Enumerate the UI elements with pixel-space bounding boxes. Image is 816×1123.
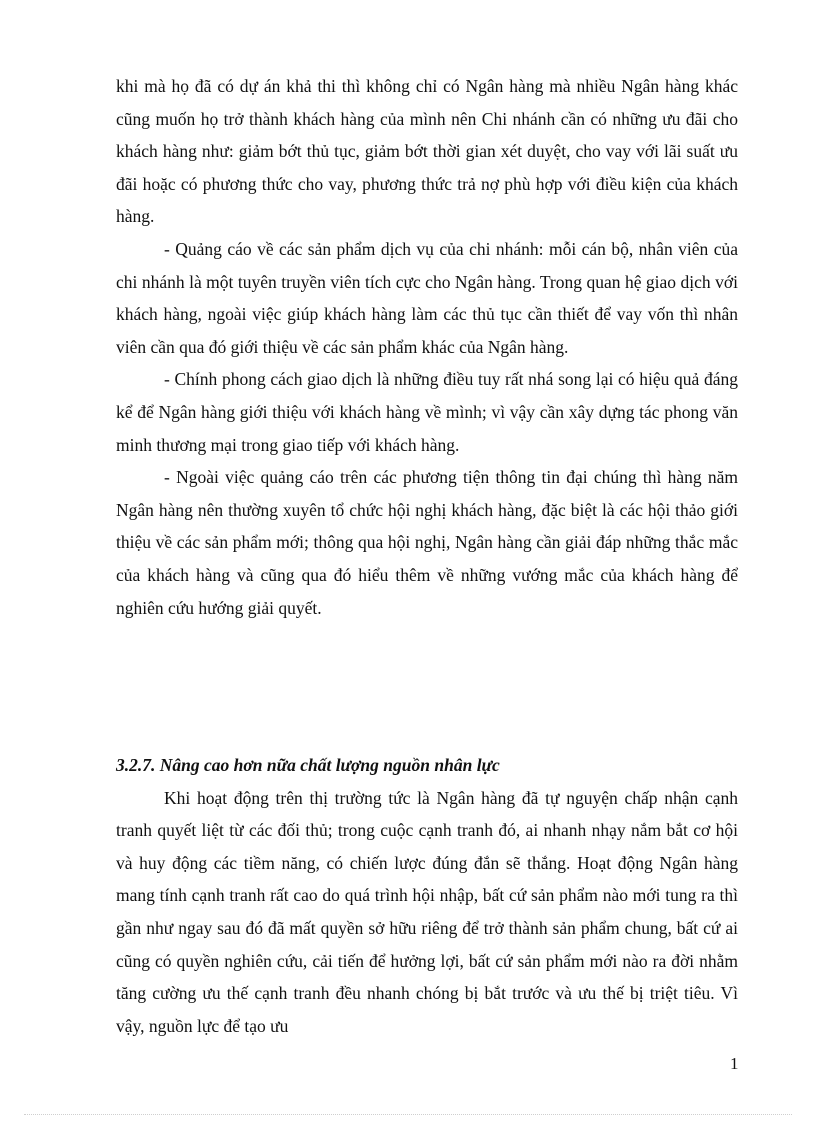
body-text-bottom <box>116 749 738 1042</box>
page-bottom-divider <box>24 1114 792 1115</box>
page-number: 1 <box>730 1054 739 1073</box>
body-text-top <box>116 70 738 624</box>
paragraph-customer-conference: - Ngoài việc quảng cáo trên các phương tiện thông tin đại chúng thì hàng năm Ngân hàng nên thường xuyên tổ chức hội nghị khách hàng, đặc biệt là các hội thảo giới thiệu về các sản phẩm mới; thông qua hội nghị, Ngân hàng cần giải đáp những thắc mắc của khách hàng và cũng qua đó hiểu thêm về những vướng mắc của khách hàng để nghiên cứu hướng giải quyết. <box>116 467 738 618</box>
paragraph-continuation: khi mà họ đã có dự án khả thi thì không chỉ có Ngân hàng mà nhiều Ngân hàng khác cũng muốn họ trở thành khách hàng của mình nên Chi nhánh cần có những ưu đãi cho khách hàng như: giảm bớt thủ tục, giảm bớt thời gian xét duyệt, cho vay với lãi suất ưu đãi hoặc có phương thức cho vay, phương thức trả nợ phù hợp với điều kiện của khách hàng. <box>116 76 738 227</box>
paragraph-transaction-style: - Chính phong cách giao dịch là những điều tuy rất nhá song lại có hiệu quả đáng kể để Ngân hàng giới thiệu với khách hàng về mình; vì vậy cần xây dựng tác phong văn minh thương mại trong giao tiếp với khách hàng. <box>116 369 738 455</box>
paragraph-human-resources: Khi hoạt động trên thị trường tức là Ngân hàng đã tự nguyện chấp nhận cạnh tranh quyết liệt từ các đối thủ; trong cuộc cạnh tranh đó, ai nhanh nhạy nắm bắt cơ hội và huy động các tiềm năng, có chiến lược đúng đắn sẽ thắng. Hoạt động Ngân hàng mang tính cạnh tranh rất cao do quá trình hội nhập, bất cứ sản phẩm nào mới tung ra thì gần như ngay sau đó đã mất quyền sở hữu riêng để trở thành sản phẩm chung, bất cứ ai cũng có quyền nghiên cứu, cải tiến để hưởng lợi, bất cứ sản phẩm mới nào ra đời nhằm tăng cường ưu thế cạnh tranh đều nhanh chóng bị bắt trước và ưu thế bị triệt tiêu. Vì vậy, nguồn lực để tạo ưu <box>116 787 738 1036</box>
section-heading: 3.2.7. Nâng cao hơn nữa chất lượng nguồn nhân lực <box>116 755 500 775</box>
paragraph-advertising: - Quảng cáo về các sản phẩm dịch vụ của chi nhánh: mỗi cán bộ, nhân viên của chi nhánh là một tuyên truyền viên tích cực cho Ngân hàng. Trong quan hệ giao dịch với khách hàng, ngoài việc giúp khách hàng làm các thủ tục cần thiết để vay vốn thì nhân viên cần qua đó giới thiệu về các sản phẩm khác của Ngân hàng. <box>116 238 738 357</box>
